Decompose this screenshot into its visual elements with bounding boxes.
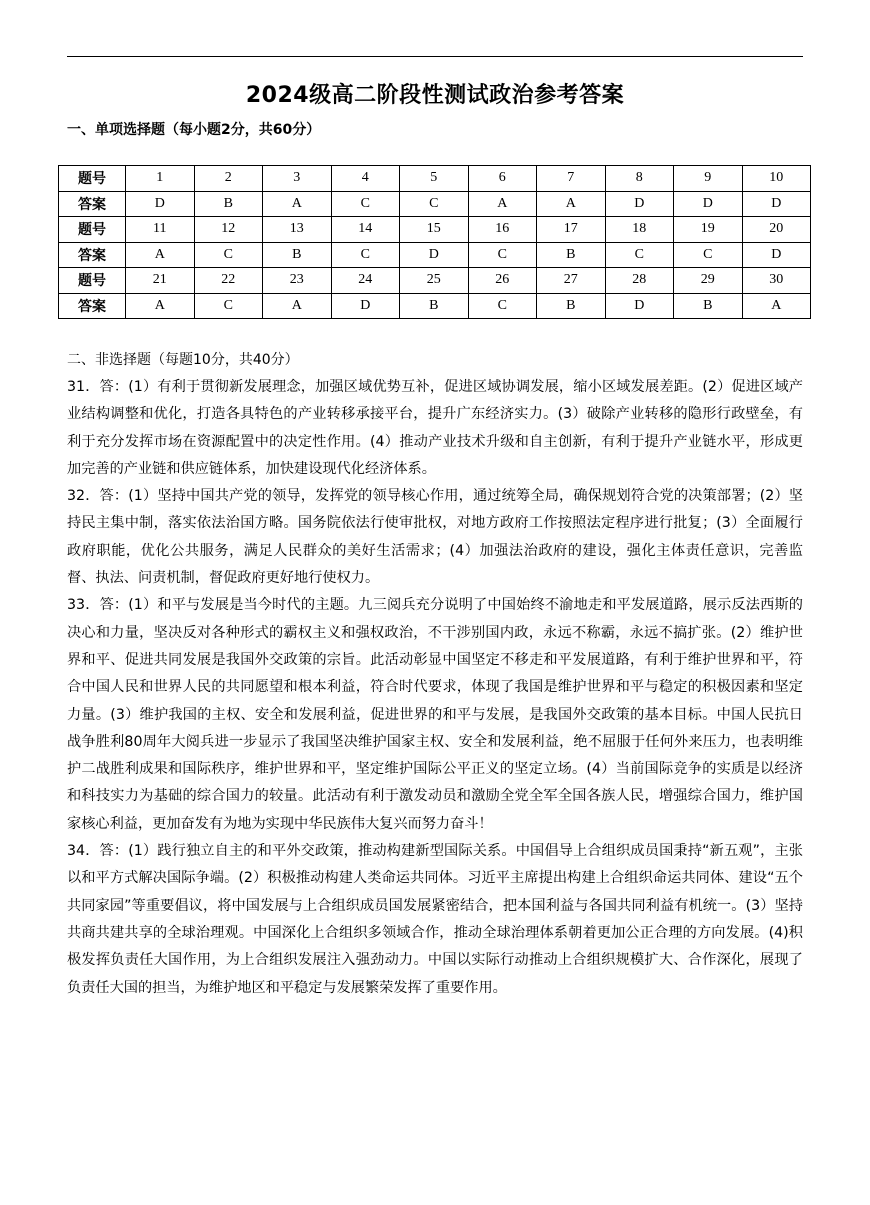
question-number-cell: 22 bbox=[194, 268, 263, 294]
question-number-cell: 25 bbox=[400, 268, 469, 294]
question-number-cell: 13 bbox=[263, 217, 332, 243]
answer-cell: C bbox=[468, 242, 537, 268]
answer-cell: C bbox=[468, 293, 537, 319]
question-number-cell: 6 bbox=[468, 166, 537, 192]
answer-cell: B bbox=[537, 293, 606, 319]
table-row-answer bbox=[59, 242, 811, 268]
question-number-cell: 23 bbox=[263, 268, 332, 294]
answer-cell: C bbox=[331, 191, 400, 217]
question-number-cell: 2 bbox=[194, 166, 263, 192]
header-rule bbox=[67, 56, 803, 57]
question-number-cell: 11 bbox=[126, 217, 195, 243]
answer-cell: B bbox=[263, 242, 332, 268]
question-number-cell: 21 bbox=[126, 268, 195, 294]
question-number-cell: 20 bbox=[742, 217, 811, 243]
answer-cell: C bbox=[194, 242, 263, 268]
answer-cell: D bbox=[742, 242, 811, 268]
answer-table bbox=[58, 165, 811, 319]
answer-cell: C bbox=[400, 191, 469, 217]
row-label-answer: 答案 bbox=[59, 293, 126, 319]
table-row-answer bbox=[59, 191, 811, 217]
row-label-number: 题号 bbox=[59, 166, 126, 192]
question-number-cell: 30 bbox=[742, 268, 811, 294]
question-number-cell: 18 bbox=[605, 217, 674, 243]
answer-cell: B bbox=[194, 191, 263, 217]
question-number-cell: 15 bbox=[400, 217, 469, 243]
answer-cell: C bbox=[331, 242, 400, 268]
answer-33: 33．答：(1）和平与发展是当今时代的主题。九三阅兵充分说明了中国始终不渝地走和平发展道路，展示反法西斯的决心和力量，坚决反对各种形式的霸权主义和强权政治，不干涉别国内政，永远不称霸，永远不搞扩张。(2）维护世界和平、促进共同发展是我国外交政策的宗旨。此活动彰显中国坚定不移走和平发展道路，有利于维护世界和平，符合中国人民和世界人民的共同愿望和根本利益，符合时代要求，体现了我国是维护世界和平与稳定的积极因素和坚定力量。(3）维护我国的主权、安全和发展利益，促进世界的和平与发展，是我国外交政策的基本目标。中国人民抗日战争胜利80周年大阅兵进一步显示了我国坚决维护国家主权、安全和发展利益，绝不屈服于任何外来压力，也表明维护二战胜利成果和国际秩序，维护世界和平，坚定维护国际公平正义的坚定立场。(4）当前国际竞争的实质是以经济和科技实力为基础的综合国力的较量。此活动有利于激发动员和激励全党全军全国各族人民，增强综合国力，维护国家核心利益，更加奋发有为地为实现中华民族伟大复兴而努力奋斗！ bbox=[67, 597, 803, 832]
answer-32: 32．答：(1）坚持中国共产党的领导，发挥党的领导核心作用，通过统筹全局，确保规划符合党的决策部署；(2）坚持民主集中制，落实依法治国方略。国务院依法行使审批权，对地方政府工作按照法定程序进行批复；(3）全面履行政府职能，优化公共服务，满足人民群众的美好生活需求；(4）加强法治政府的建设，强化主体责任意识，完善监督、执法、问责机制，督促政府更好地行使权力。 bbox=[67, 488, 803, 587]
answer-cell: A bbox=[742, 293, 811, 319]
row-label-answer: 答案 bbox=[59, 242, 126, 268]
answer-cell: D bbox=[742, 191, 811, 217]
section1-heading: 一、单项选择题（每小题2分，共60分） bbox=[67, 122, 321, 138]
page-title: 2024级高二阶段性测试政治参考答案 bbox=[245, 83, 625, 108]
answer-cell: A bbox=[468, 191, 537, 217]
answer-cell: D bbox=[605, 293, 674, 319]
answer-cell: D bbox=[605, 191, 674, 217]
question-number-cell: 3 bbox=[263, 166, 332, 192]
answer-cell: A bbox=[537, 191, 606, 217]
answer-cell: B bbox=[537, 242, 606, 268]
question-number-cell: 29 bbox=[674, 268, 743, 294]
question-number-cell: 14 bbox=[331, 217, 400, 243]
row-label-answer: 答案 bbox=[59, 191, 126, 217]
question-number-cell: 1 bbox=[126, 166, 195, 192]
table-row-answer bbox=[59, 293, 811, 319]
question-number-cell: 12 bbox=[194, 217, 263, 243]
question-number-cell: 5 bbox=[400, 166, 469, 192]
question-number-cell: 7 bbox=[537, 166, 606, 192]
answer-cell: D bbox=[400, 242, 469, 268]
answer-cell: A bbox=[263, 293, 332, 319]
section2-heading: 二、非选择题（每题10分，共40分） bbox=[67, 352, 299, 368]
answer-cell: B bbox=[400, 293, 469, 319]
answer-cell: D bbox=[674, 191, 743, 217]
question-number-cell: 16 bbox=[468, 217, 537, 243]
answer-cell: A bbox=[126, 293, 195, 319]
question-number-cell: 17 bbox=[537, 217, 606, 243]
row-label-number: 题号 bbox=[59, 268, 126, 294]
question-number-cell: 9 bbox=[674, 166, 743, 192]
question-number-cell: 8 bbox=[605, 166, 674, 192]
answer-cell: A bbox=[126, 242, 195, 268]
essay-answers bbox=[67, 374, 803, 1002]
answer-cell: C bbox=[605, 242, 674, 268]
question-number-cell: 28 bbox=[605, 268, 674, 294]
answer-cell: A bbox=[263, 191, 332, 217]
row-label-number: 题号 bbox=[59, 217, 126, 243]
question-number-cell: 24 bbox=[331, 268, 400, 294]
answer-cell: D bbox=[331, 293, 400, 319]
answer-cell: C bbox=[194, 293, 263, 319]
answer-31: 31．答：(1）有利于贯彻新发展理念，加强区域优势互补，促进区域协调发展，缩小区域发展差距。(2）促进区域产业结构调整和优化，打造各具特色的产业转移承接平台，提升广东经济实力。(3）破除产业转移的隐形行政壁垒，有利于充分发挥市场在资源配置中的决定性作用。(4）推动产业技术升级和自主创新，有利于提升产业链水平，形成更加完善的产业链和供应链体系，加快建设现代化经济体系。 bbox=[67, 379, 803, 477]
question-number-cell: 10 bbox=[742, 166, 811, 192]
question-number-cell: 26 bbox=[468, 268, 537, 294]
question-number-cell: 27 bbox=[537, 268, 606, 294]
table-row-number bbox=[59, 166, 811, 192]
table-row-number bbox=[59, 217, 811, 243]
question-number-cell: 19 bbox=[674, 217, 743, 243]
answer-34: 34．答：(1）践行独立自主的和平外交政策，推动构建新型国际关系。中国倡导上合组织成员国秉持“新五观”，主张以和平方式解决国际争端。(2）积极推动构建人类命运共同体。习近平主席提出构建上合组织命运共同体、建设“五个共同家园”等重要倡议，将中国发展与上合组织成员国发展紧密结合，把本国利益与各国共同利益有机统一。(3）坚持共商共建共享的全球治理观。中国深化上合组织多领域合作，推动全球治理体系朝着更加公正合理的方向发展。(4)积极发挥负责任大国作用，为上合组织发展注入强劲动力。中国以实际行动推动上合组织规模扩大、合作深化，展现了负责任大国的担当，为维护地区和平稳定与发展繁荣发挥了重要作用。 bbox=[67, 843, 803, 996]
answer-cell: D bbox=[126, 191, 195, 217]
table-row-number bbox=[59, 268, 811, 294]
answer-cell: B bbox=[674, 293, 743, 319]
answer-cell: C bbox=[674, 242, 743, 268]
question-number-cell: 4 bbox=[331, 166, 400, 192]
